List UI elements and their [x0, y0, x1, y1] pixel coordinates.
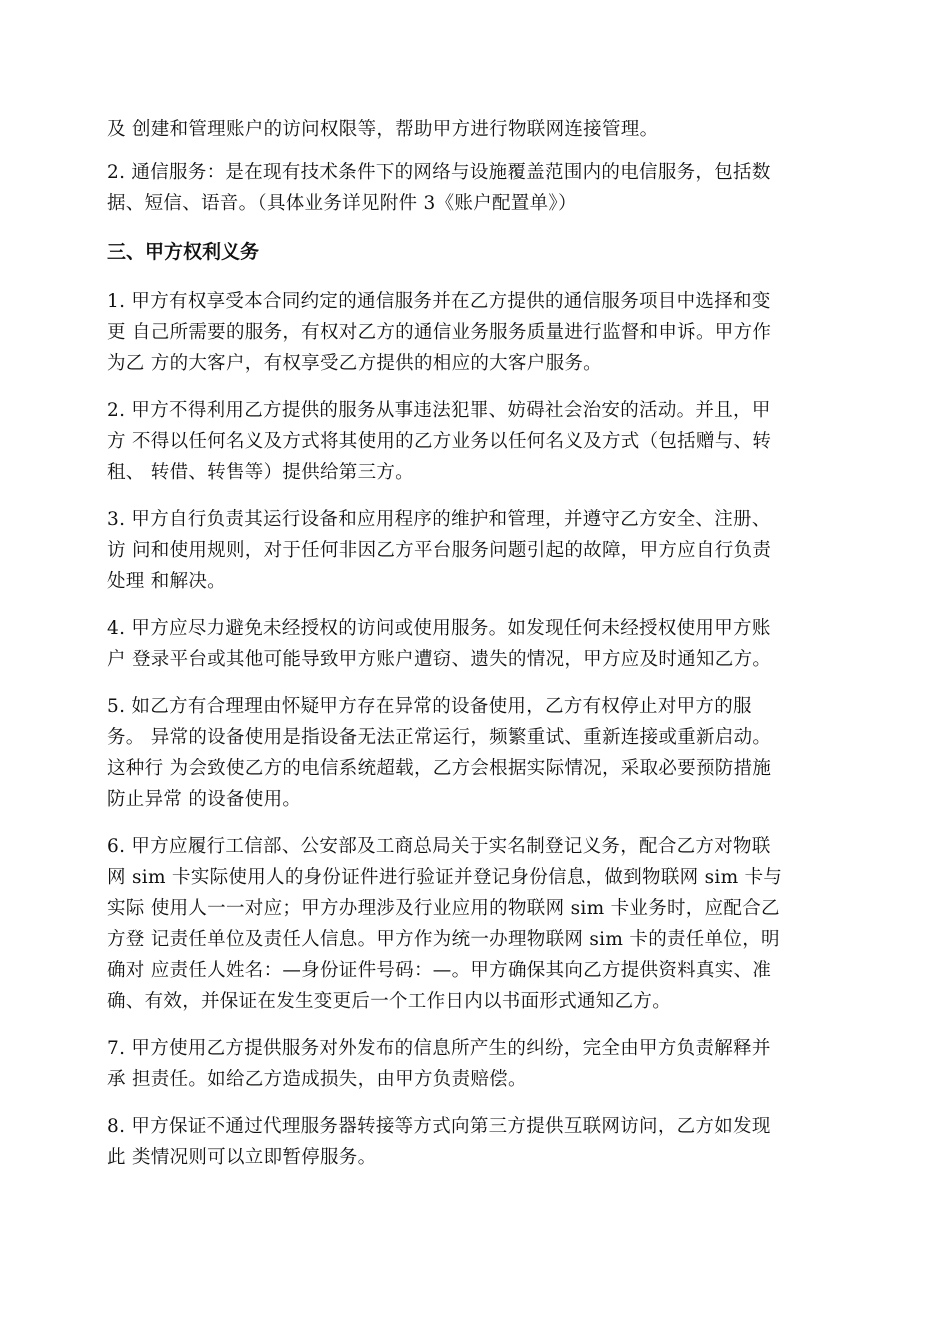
service-item-2	[107, 157, 842, 219]
text-line: 1. 甲方有权享受本合同约定的通信服务并在乙方提供的通信服务项目中选择和变	[107, 291, 771, 312]
text-line: 处理 和解决。	[107, 571, 226, 592]
text-line: 租、 转借、转售等）提供给第三方。	[107, 462, 414, 483]
clause-3	[107, 504, 842, 597]
text-line: 方登 记责任单位及责任人信息。甲方作为统一办理物联网 sim 卡的责任单位，明	[107, 929, 780, 950]
text-line: 6. 甲方应履行工信部、公安部及工商总局关于实名制登记义务，配合乙方对物联	[107, 836, 771, 857]
clause-8	[107, 1111, 842, 1173]
clause-5	[107, 691, 842, 815]
text-line: 为乙 方的大客户，有权享受乙方提供的相应的大客户服务。	[107, 353, 602, 374]
clause-6	[107, 831, 842, 1017]
text-line: 访 问和使用规则，对于任何非因乙方平台服务问题引起的故障，甲方应自行负责	[107, 540, 772, 561]
text-line: 3. 甲方自行负责其运行设备和应用程序的维护和管理，并遵守乙方安全、注册、	[107, 509, 771, 530]
clause-1	[107, 286, 842, 379]
clause-7	[107, 1033, 842, 1095]
text-line: 这种行 为会致使乙方的电信系统超载，乙方会根据实际情况，采取必要预防措施	[107, 758, 772, 779]
intro-paragraph	[107, 114, 842, 145]
text-line: 8. 甲方保证不通过代理服务器转接等方式向第三方提供互联网访问，乙方如发现	[107, 1116, 771, 1137]
text-line: 户 登录平台或其他可能导致甲方账户遭窃、遗失的情况，甲方应及时通知乙方。	[107, 649, 772, 670]
text-line: 7. 甲方使用乙方提供服务对外发布的信息所产生的纠纷，完全由甲方负责解释并	[107, 1038, 771, 1059]
section-heading: 三、甲方权利义务	[107, 241, 260, 263]
text-line: 防止异常 的设备使用。	[107, 789, 302, 810]
text-line: 据、短信、语音。（具体业务详见附件 3《账户配置单》）	[107, 193, 577, 214]
clause-4	[107, 613, 842, 675]
text-line: 实际 使用人一一对应；甲方办理涉及行业应用的物联网 sim 卡业务时，应配合乙	[107, 898, 780, 919]
text-line: 2. 通信服务：是在现有技术条件下的网络与设施覆盖范围内的电信服务，包括数	[107, 162, 771, 183]
text-line: 确对 应责任人姓名：—身份证件号码：—。甲方确保其向乙方提供资料真实、准	[107, 960, 772, 981]
text-line: 此 类情况则可以立即暂停服务。	[107, 1147, 377, 1168]
text-line: 务。 异常的设备使用是指设备无法正常运行，频繁重试、重新连接或重新启动。	[107, 727, 772, 748]
text-line: 及 创建和管理账户的访问权限等，帮助甲方进行物联网连接管理。	[107, 119, 659, 140]
clause-2	[107, 395, 842, 488]
text-line: 确、有效，并保证在发生变更后一个工作日内以书面形式通知乙方。	[107, 991, 672, 1012]
text-line: 网 sim 卡实际使用人的身份证件进行验证并登记身份信息，做到物联网 sim 卡与	[107, 867, 783, 888]
document-body	[107, 114, 842, 1173]
text-line: 5. 如乙方有合理理由怀疑甲方存在异常的设备使用，乙方有权停止对甲方的服	[107, 696, 752, 717]
text-line: 2. 甲方不得利用乙方提供的服务从事违法犯罪、妨碍社会治安的活动。并且，甲	[107, 400, 771, 421]
text-line: 承 担责任。如给乙方造成损失，由甲方负责赔偿。	[107, 1069, 527, 1090]
text-line: 4. 甲方应尽力避免未经授权的访问或使用服务。如发现任何未经授权使用甲方账	[107, 618, 771, 639]
text-line: 方 不得以任何名义及方式将其使用的乙方业务以任何名义及方式（包括赠与、转	[107, 431, 772, 452]
text-line: 更 自己所需要的服务，有权对乙方的通信业务服务质量进行监督和申诉。甲方作	[107, 322, 772, 343]
